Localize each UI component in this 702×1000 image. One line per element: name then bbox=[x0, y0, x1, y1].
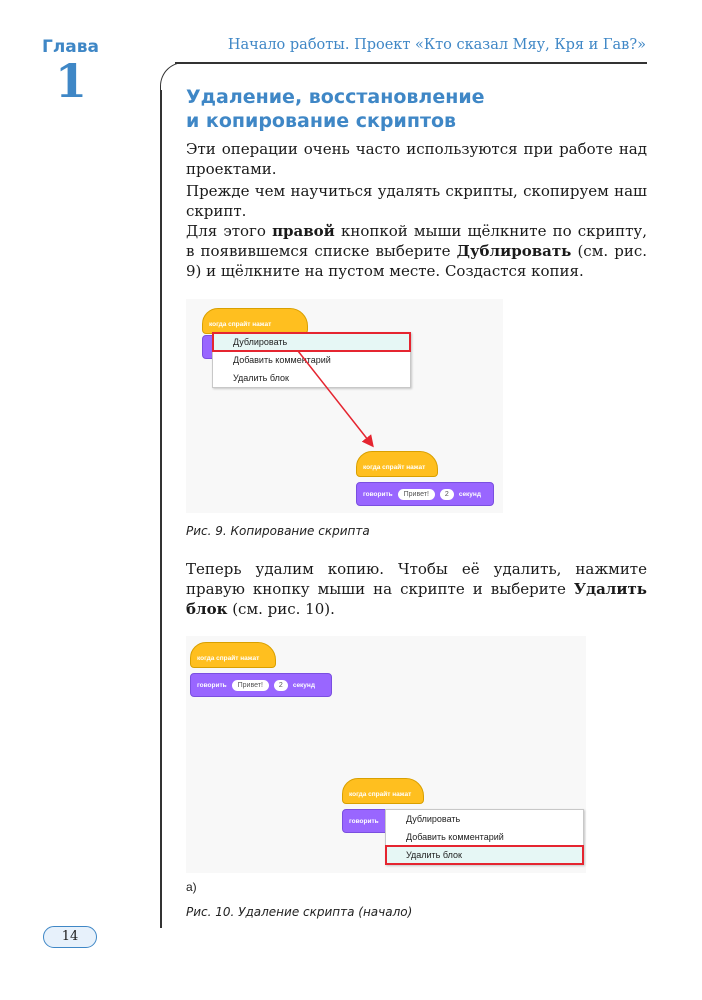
hat-block-copy[interactable]: когда спрайт нажат bbox=[356, 451, 438, 477]
say-seconds-input[interactable]: 2 bbox=[274, 680, 288, 691]
section-title-line2: и копирование скриптов bbox=[186, 110, 457, 132]
hat-block[interactable]: когда спрайт нажат bbox=[202, 308, 308, 334]
say-text-input[interactable]: Привет! bbox=[398, 489, 435, 500]
say-block[interactable] bbox=[190, 673, 332, 697]
paragraph-2: Прежде чем научиться удалять скрипты, скопируем наш скрипт. bbox=[186, 182, 647, 220]
section-title-line1: Удаление, восстановление bbox=[186, 86, 485, 108]
figure-10-caption: Рис. 10. Удаление скрипта (начало) bbox=[186, 905, 413, 919]
figure-9 bbox=[186, 299, 503, 513]
say-unit: секунд bbox=[292, 681, 315, 689]
paragraph-1: Эти операции очень часто используются при работе над проектами. bbox=[186, 140, 647, 178]
section-title bbox=[186, 85, 606, 133]
paragraph-3: Для этого правой кнопкой мыши щёлкните по скрипту, в появившемся списке выберите Дублировать (см. рис. 9) и щёлкните на пустом месте. Создастся копия. bbox=[186, 222, 647, 280]
say-label: говорить bbox=[349, 817, 379, 825]
hat-block[interactable]: когда спрайт нажат bbox=[190, 642, 276, 668]
say-text-input[interactable]: Привет! bbox=[232, 680, 269, 691]
hat-block-copy[interactable]: когда спрайт нажат bbox=[342, 778, 424, 804]
paragraph-4: Теперь удалим копию. Чтобы её удалить, нажмите правую кнопку мыши на скрипте и выберите Удалить блок (см. рис. 10). bbox=[186, 560, 647, 618]
context-menu bbox=[385, 809, 584, 865]
figure-9-caption: Рис. 9. Копирование скрипта bbox=[186, 524, 370, 538]
bold-duplicate: Дублировать bbox=[456, 242, 572, 260]
figure-10 bbox=[186, 636, 586, 873]
arrow-icon bbox=[186, 299, 503, 513]
header-rule bbox=[175, 62, 647, 64]
say-label: говорить bbox=[363, 490, 393, 498]
menu-item-delete-block[interactable]: Удалить блок bbox=[233, 373, 289, 383]
say-block-copy[interactable] bbox=[356, 482, 494, 506]
menu-item-add-comment[interactable]: Добавить комментарий bbox=[406, 832, 504, 842]
chapter-number: 1 bbox=[55, 54, 88, 108]
bold-right: правой bbox=[272, 222, 335, 240]
say-seconds-input[interactable]: 2 bbox=[440, 489, 454, 500]
menu-item-add-comment[interactable]: Добавить комментарий bbox=[233, 355, 331, 365]
menu-item-duplicate[interactable]: Дублировать bbox=[406, 814, 461, 824]
figure-10-sublabel: а) bbox=[186, 880, 197, 894]
bold-delete-block: Удалить блок bbox=[186, 580, 647, 618]
menu-item-duplicate[interactable]: Дублировать bbox=[213, 333, 410, 351]
running-title: Начало работы. Проект «Кто сказал Мяу, Кря и Гав?» bbox=[227, 37, 646, 53]
say-label: говорить bbox=[197, 681, 227, 689]
chapter-label: Глава bbox=[42, 37, 99, 57]
margin-rule bbox=[160, 90, 162, 928]
page-number: 14 bbox=[43, 926, 97, 948]
say-unit: секунд bbox=[458, 490, 481, 498]
menu-item-delete-block[interactable]: Удалить блок bbox=[386, 846, 583, 864]
